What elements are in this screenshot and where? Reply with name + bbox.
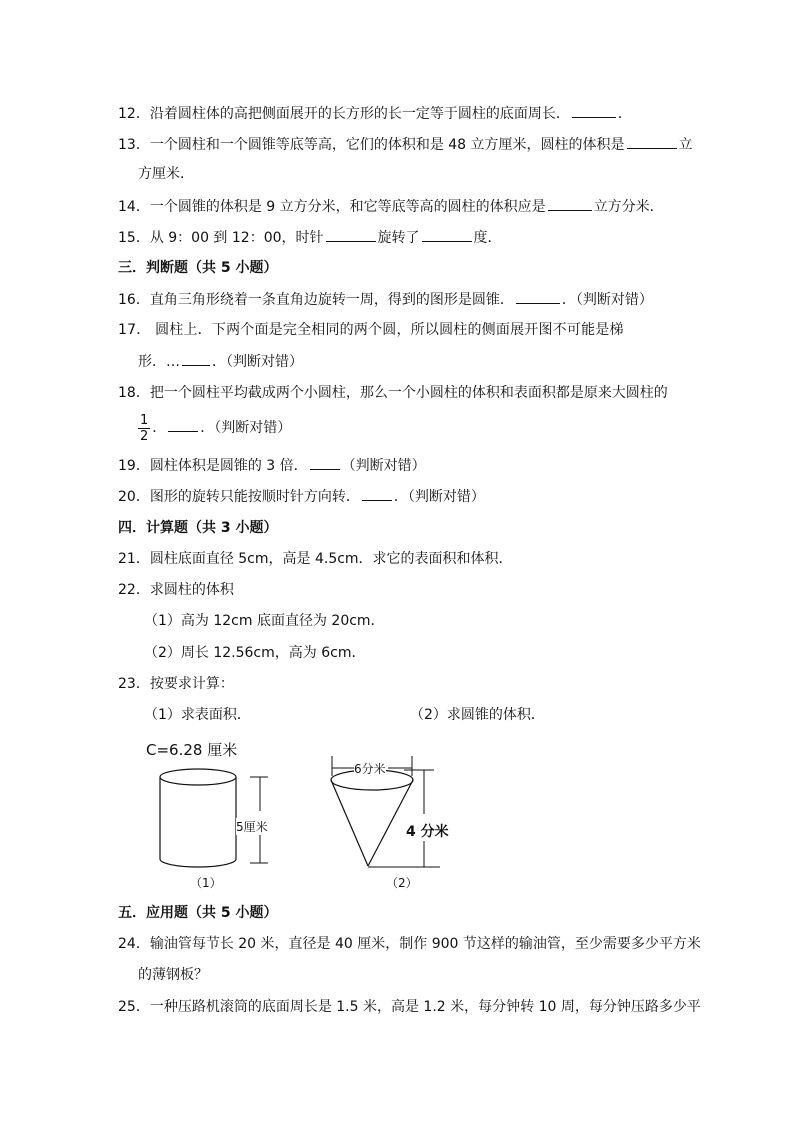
answer-blank[interactable] bbox=[572, 103, 616, 118]
question-13 bbox=[118, 134, 693, 155]
question-23-part-2: （2）求圆锥的体积． bbox=[410, 707, 545, 723]
fraction-one-half bbox=[138, 413, 150, 444]
question-16 bbox=[118, 289, 653, 310]
question-14-text: 14．一个圆锥的体积是 9 立方分米，和它等底等高的圆柱的体积应是 bbox=[118, 199, 546, 215]
question-16-end: ．（判断对错） bbox=[561, 292, 653, 308]
fraction-numerator: 1 bbox=[140, 412, 149, 428]
question-13-end: 立 bbox=[678, 137, 693, 153]
question-19 bbox=[118, 455, 426, 476]
cone-diameter-label: 6分米 bbox=[354, 762, 386, 776]
question-12 bbox=[118, 103, 632, 124]
question-23: 23．按要求计算： bbox=[118, 676, 234, 692]
question-17: 17． 圆柱上．下两个面是完全相同的两个圆，所以圆柱的侧面展开图不可能是梯 bbox=[118, 322, 624, 338]
answer-blank[interactable] bbox=[516, 289, 560, 304]
question-20-end: ．（判断对错） bbox=[393, 489, 485, 505]
question-16-text: 16．直角三角形绕着一条直角边旋转一周，得到的图形是圆锥． bbox=[118, 292, 514, 308]
question-22: 22．求圆柱的体积 bbox=[118, 582, 234, 598]
question-22-part-2: （2）周长 12.56cm，高为 6cm． bbox=[144, 645, 366, 661]
answer-blank[interactable] bbox=[182, 351, 210, 366]
question-18-cont: $\frac{1}{2}$ ． ．（判断对错） bbox=[140, 412, 292, 444]
question-15 bbox=[118, 227, 502, 248]
answer-blank[interactable] bbox=[310, 455, 340, 470]
answer-blank[interactable] bbox=[168, 417, 198, 432]
question-17-cont bbox=[138, 351, 303, 372]
question-15-part-c: 度． bbox=[473, 230, 502, 246]
question-23-part-1: （1）求表面积． bbox=[144, 707, 251, 723]
question-19-text: 19．圆柱体积是圆锥的 3 倍． bbox=[118, 458, 308, 474]
question-15-part-a: 15．从 9：00 到 12：00，时针 bbox=[118, 230, 324, 246]
figure-1-circumference-label: C=6.28 厘米 bbox=[146, 741, 238, 759]
question-18: 18．把一个圆柱平均截成两个小圆柱，那么一个小圆柱的体积和表面积都是原来大圆柱的 bbox=[118, 385, 668, 401]
question-24: 24．输油管每节长 20 米，直径是 40 厘米，制作 900 节这样的输油管，至少需要多少平方米 bbox=[118, 936, 701, 952]
answer-blank[interactable] bbox=[627, 134, 677, 149]
question-18-end: ．（判断对错） bbox=[200, 420, 292, 436]
question-14 bbox=[118, 196, 664, 217]
question-20 bbox=[118, 486, 485, 507]
question-14-end: 立方分米． bbox=[593, 199, 664, 215]
answer-blank[interactable] bbox=[422, 227, 472, 242]
cone-figure bbox=[322, 750, 452, 875]
question-17-end: ．（判断对错） bbox=[212, 354, 303, 370]
fraction-denominator: 2 bbox=[140, 428, 149, 444]
figure-2-caption: （2） bbox=[386, 876, 418, 890]
section-heading-5: 五．应用题（共 5 小题） bbox=[118, 905, 278, 921]
answer-blank[interactable] bbox=[362, 486, 392, 501]
question-13-text: 13．一个圆柱和一个圆锥等底等高，它们的体积和是 48 立方厘米，圆柱的体积是 bbox=[118, 137, 625, 153]
answer-blank[interactable] bbox=[548, 196, 592, 211]
question-17-cont-text: 形．… bbox=[138, 354, 180, 370]
answer-blank[interactable] bbox=[326, 227, 376, 242]
figure-1-caption: （1） bbox=[190, 876, 222, 890]
question-21: 21．圆柱底面直径 5cm，高是 4.5cm．求它的表面积和体积． bbox=[118, 551, 513, 567]
question-19-end: （判断对错） bbox=[341, 458, 426, 474]
question-15-part-b: 旋转了 bbox=[377, 230, 420, 246]
question-24-cont: 的薄钢板？ bbox=[138, 967, 208, 983]
cylinder-height-label: 5厘米 bbox=[236, 820, 268, 834]
section-heading-4: 四．计算题（共 3 小题） bbox=[118, 520, 278, 536]
question-20-text: 20．图形的旋转只能按顺时针方向转． bbox=[118, 489, 360, 505]
cone-height-label: 4 分米 bbox=[406, 821, 449, 841]
question-12-text: 12．沿着圆柱体的高把侧面展开的长方形的长一定等于圆柱的底面周长． bbox=[118, 106, 570, 122]
question-13-cont: 方厘米． bbox=[138, 166, 194, 182]
question-12-end: ． bbox=[617, 106, 632, 122]
section-heading-3: 三．判断题（共 5 小题） bbox=[118, 260, 278, 276]
question-25: 25．一种压路机滚筒的底面周长是 1.5 米，高是 1.2 米，每分钟转 10 周，每分钟压路多少平 bbox=[118, 999, 701, 1015]
question-22-part-1: （1）高为 12cm 底面直径为 20cm． bbox=[144, 613, 385, 629]
